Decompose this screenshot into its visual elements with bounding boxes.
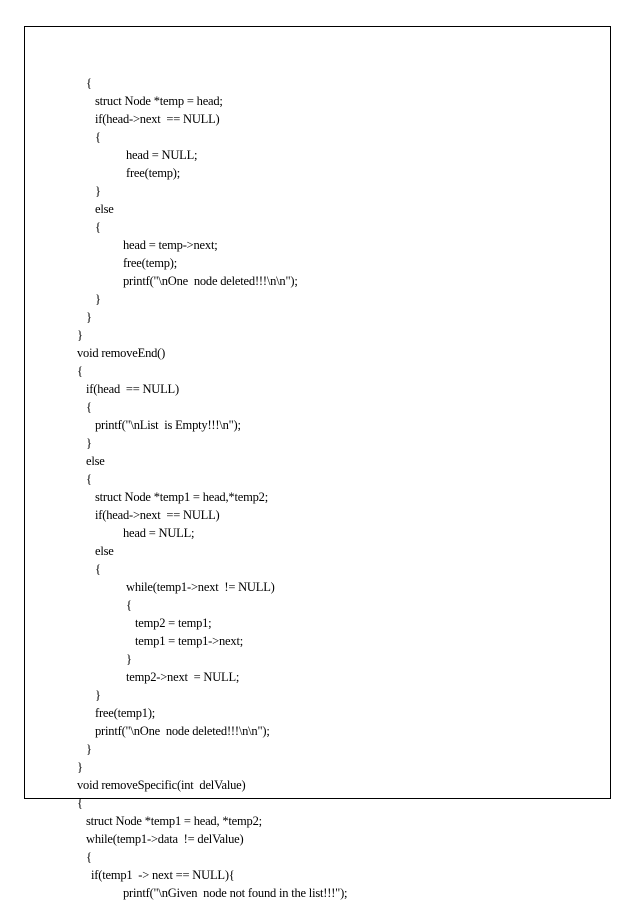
code-line: temp2->next = NULL;	[126, 670, 240, 684]
code-line: else	[95, 544, 114, 558]
code-line: head = NULL;	[123, 526, 195, 540]
code-line: }	[86, 310, 92, 324]
code-line: {	[77, 796, 83, 810]
code-line: {	[86, 850, 92, 864]
code-line: free(temp);	[126, 166, 181, 180]
code-line: {	[86, 400, 92, 414]
code-line: printf("\nGiven node not found in the list!!!");	[123, 886, 348, 900]
code-line: head = temp->next;	[123, 238, 218, 252]
code-line: }	[77, 760, 83, 774]
code-line: {	[77, 364, 83, 378]
code-line: {	[95, 220, 101, 234]
code-line: if(head == NULL)	[86, 382, 179, 396]
code-line: temp1 = temp1->next;	[135, 634, 243, 648]
code-line: struct Node *temp = head;	[95, 94, 223, 108]
code-line: {	[86, 472, 92, 486]
code-line: {	[126, 598, 132, 612]
code-line: void removeSpecific(int delValue)	[77, 778, 246, 792]
code-line: printf("\nOne node deleted!!!\n\n");	[123, 274, 298, 288]
code-line: struct Node *temp1 = head, *temp2;	[86, 814, 262, 828]
code-line: head = NULL;	[126, 148, 198, 162]
code-line: }	[95, 184, 101, 198]
code-line: if(head->next == NULL)	[95, 112, 220, 126]
code-line: else	[95, 202, 114, 216]
code-line: free(temp);	[123, 256, 178, 270]
code-line: void removeEnd()	[77, 346, 166, 360]
page-border	[24, 26, 611, 799]
code-line: while(temp1->next != NULL)	[126, 580, 275, 594]
code-line: {	[95, 562, 101, 576]
code-line: printf("\nList is Empty!!!\n");	[95, 418, 241, 432]
code-line: free(temp1);	[95, 706, 156, 720]
code-line: }	[126, 652, 132, 666]
code-line: }	[95, 688, 101, 702]
code-line: struct Node *temp1 = head,*temp2;	[95, 490, 268, 504]
code-line: }	[86, 742, 92, 756]
code-line: {	[95, 130, 101, 144]
code-line: if(temp1 -> next == NULL){	[91, 868, 235, 882]
code-line: }	[95, 292, 101, 306]
code-line: }	[77, 328, 83, 342]
code-line: if(head->next == NULL)	[95, 508, 220, 522]
code-line: }	[86, 436, 92, 450]
code-line: temp2 = temp1;	[135, 616, 212, 630]
code-line: while(temp1->data != delValue)	[86, 832, 244, 846]
code-line: printf("\nOne node deleted!!!\n\n");	[95, 724, 270, 738]
code-line: else	[86, 454, 105, 468]
code-line: {	[86, 76, 92, 90]
